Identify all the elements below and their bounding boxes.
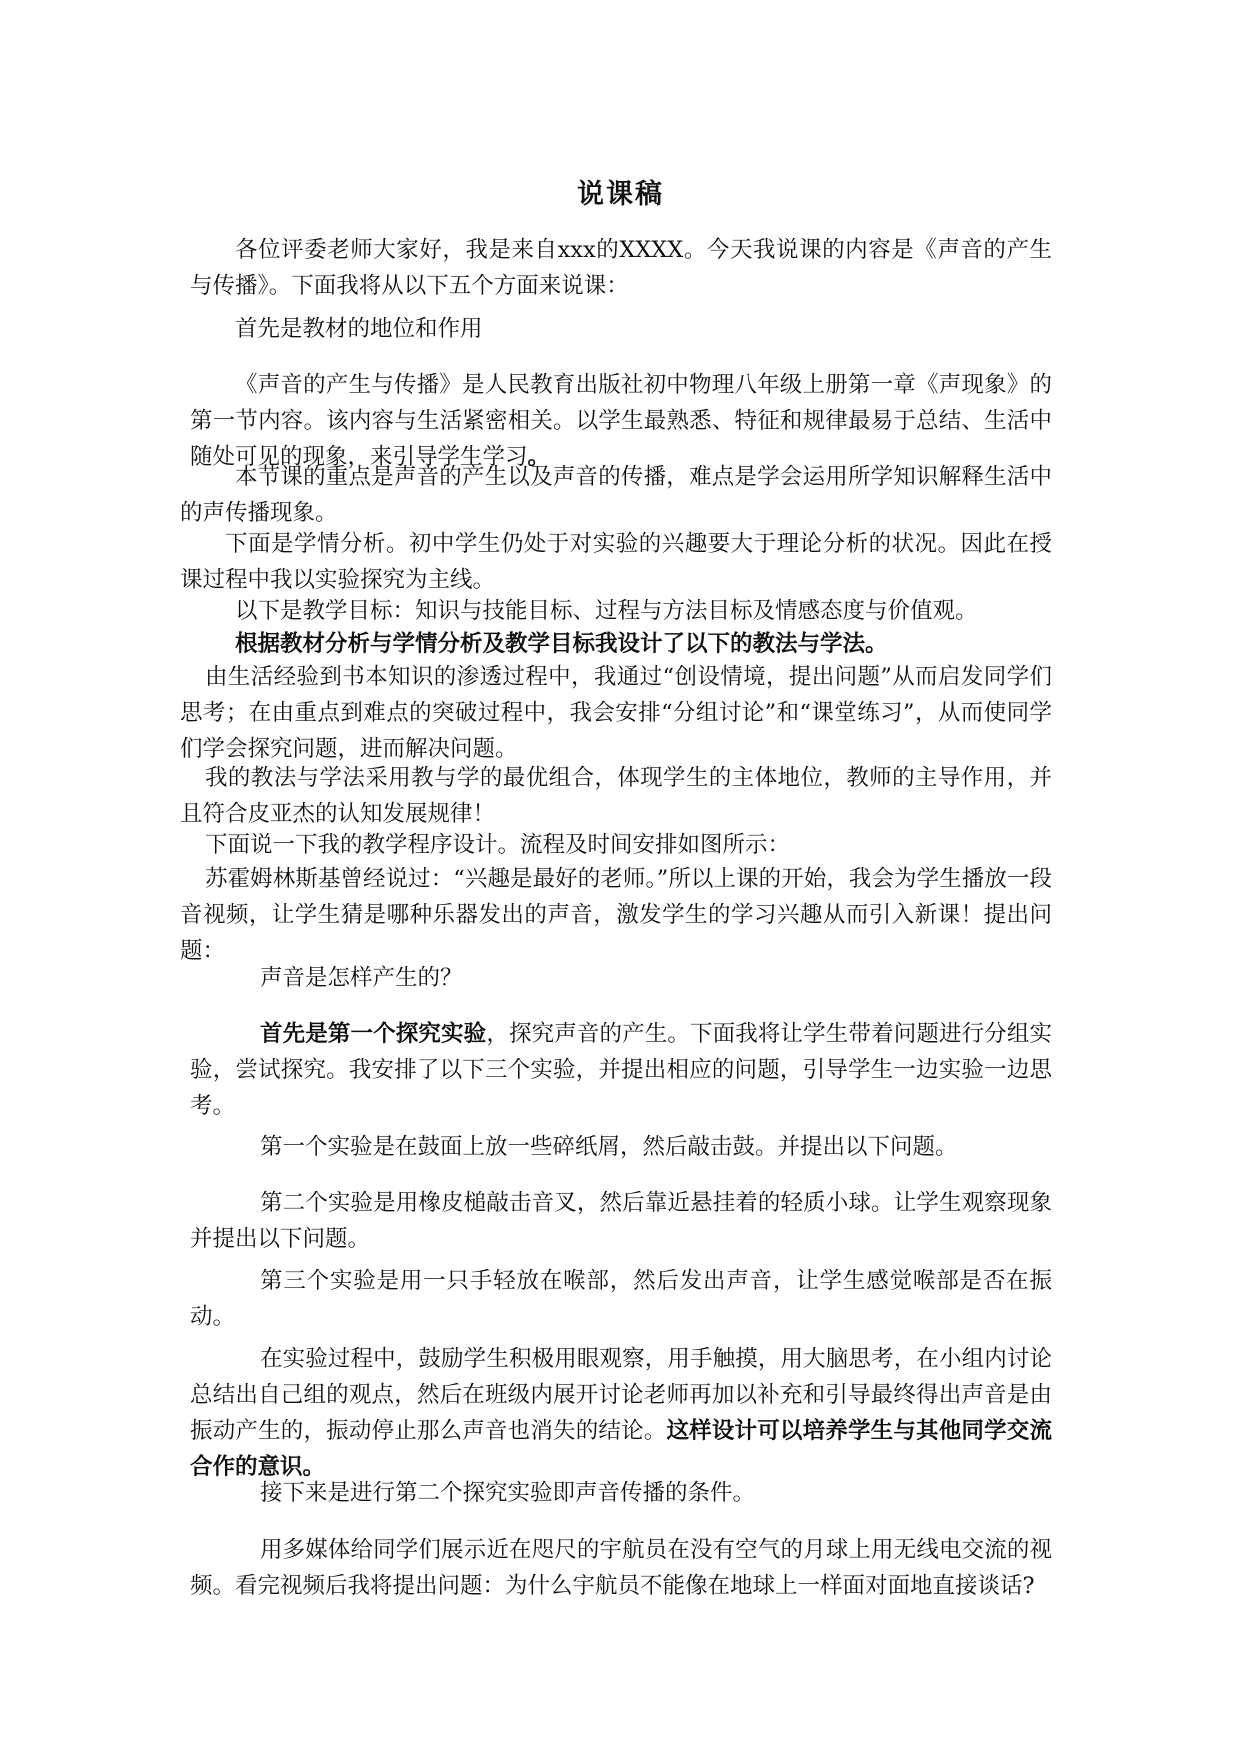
paragraph-first-experiment: [190, 1016, 1052, 1124]
paragraph-experiment-one: [190, 1129, 1052, 1165]
document-title: 说课稿: [577, 179, 664, 210]
text-segment: 在实验过程中，鼓励学生积极用眼观察，用手触摸，用大脑思考，在小组内讨论总结出自己组的观点，然后在班级内展开讨论老师再加以补充和引导最终得出声音是由振动产生的，振动停止那么声音也消失的结论。: [190, 1346, 1052, 1444]
paragraph-textbook-heading: [190, 311, 1052, 347]
bold-text-segment: 这样设计可以培养学生与其他同学交流合作的意识。: [190, 1418, 1052, 1480]
text-segment: 第三个实验是用一只手轻放在喉部，然后发出声音，让学生感觉喉部是否在振动。: [190, 1268, 1052, 1330]
text-segment: 我的教法与学法采用教与学的最优组合，体现学生的主体地位，教师的主导作用，并且符合皮亚杰的认知发展规律！: [180, 765, 1052, 827]
paragraph-introduction-activity: [180, 861, 1052, 969]
text-segment: 《声音的产生与传播》是人民教育出版社初中物理八年级上册第一章《声现象》的第一节内容。该内容与生活紧密相关。以学生最熟悉、特征和规律最易于总结、生活中随处可见的现象，来引导学生学习: [190, 372, 1052, 470]
paragraph-methods-heading: [180, 626, 1052, 662]
text-segment: 接下来是进行第二个探究实验即声音传播的条件。: [260, 1480, 756, 1506]
text-segment: 苏霍姆林斯基曾经说过：“兴趣是最好的老师。”所以上课的开始，我会为学生播放一段音视频，让学生猜是哪种乐器发出的声音，激发学生的学习兴趣从而引入新课！提出问题：: [180, 866, 1052, 964]
bold-text-segment: 首先是第一个探究实验: [260, 1021, 487, 1047]
paragraph-methods-detail: [180, 659, 1052, 767]
text-segment: 由生活经验到书本知识的渗透过程中，我通过“创设情境，提出问题”从而启发同学们思考；在由重点到难点的突破过程中，我会安排“分组讨论”和“课堂练习”，从而使同学们学会探究问题，进而解决问题。: [180, 664, 1052, 762]
paragraph-experiment-two: [190, 1185, 1052, 1257]
paragraph-teaching-goals: [180, 593, 1052, 629]
text-segment: 各位评委老师大家好，我是来自xxx的XXXX。今天我说课的内容是《声音的产生与传播》。下面我将从以下五个方面来说课：: [190, 237, 1052, 299]
bold-text-segment: 根据教材分析与学情分析及教学目标我设计了以下的教法与学法。: [235, 631, 888, 657]
text-segment: 第一个实验是在鼓面上放一些碎纸屑，然后敲击鼓。并提出以下问题。: [260, 1134, 958, 1160]
text-segment: 下面说一下我的教学程序设计。流程及时间安排如图所示：: [205, 832, 791, 858]
paragraph-methods-summary: [180, 760, 1052, 832]
text-segment: ，探究声音的产生。下面我将让学生带着问题进行分组实验，尝试探究。我安排了以下三个实验，并提出相应的问题，引导学生一边实验一边思考。: [190, 1021, 1052, 1119]
paragraph-program-design: [180, 827, 1052, 863]
paragraph-question: [190, 960, 1052, 996]
text-segment: 下面是学情分析。初中学生仍处于对实验的兴趣要大于理论分析的状况。因此在授课过程中我以实验探究为主线。: [180, 531, 1052, 593]
text-segment: 本节课的重点是声音的产生以及声音的传播，难点是学会运用所学知识解释生活中的声传播现象。: [180, 464, 1052, 526]
paragraph-moon-video: [190, 1532, 1052, 1604]
text-segment: 首先是教材的地位和作用: [235, 316, 483, 342]
text-segment: 以下是教学目标：知识与技能目标、过程与方法目标及情感态度与价值观。: [235, 598, 978, 624]
text-segment: 声音是怎样产生的？: [260, 965, 463, 991]
paragraph-intro: [190, 232, 1052, 304]
paragraph-experiment-three: [190, 1263, 1052, 1335]
paragraph-student-analysis: [180, 526, 1052, 598]
paragraph-second-experiment: [190, 1475, 1052, 1511]
paragraph-key-points: [180, 459, 1052, 531]
paragraph-experiment-process: [190, 1341, 1052, 1485]
text-segment: 第二个实验是用橡皮槌敲击音叉，然后靠近悬挂着的轻质小球。让学生观察现象并提出以下问题。: [190, 1190, 1052, 1252]
text-segment: 用多媒体给同学们展示近在咫尺的宇航员在没有空气的月球上用无线电交流的视频。看完视频后我将提出问题：为什么宇航员不能像在地球上一样面对面地直接谈话?: [190, 1537, 1052, 1599]
bold-text-segment: 。: [527, 444, 551, 470]
